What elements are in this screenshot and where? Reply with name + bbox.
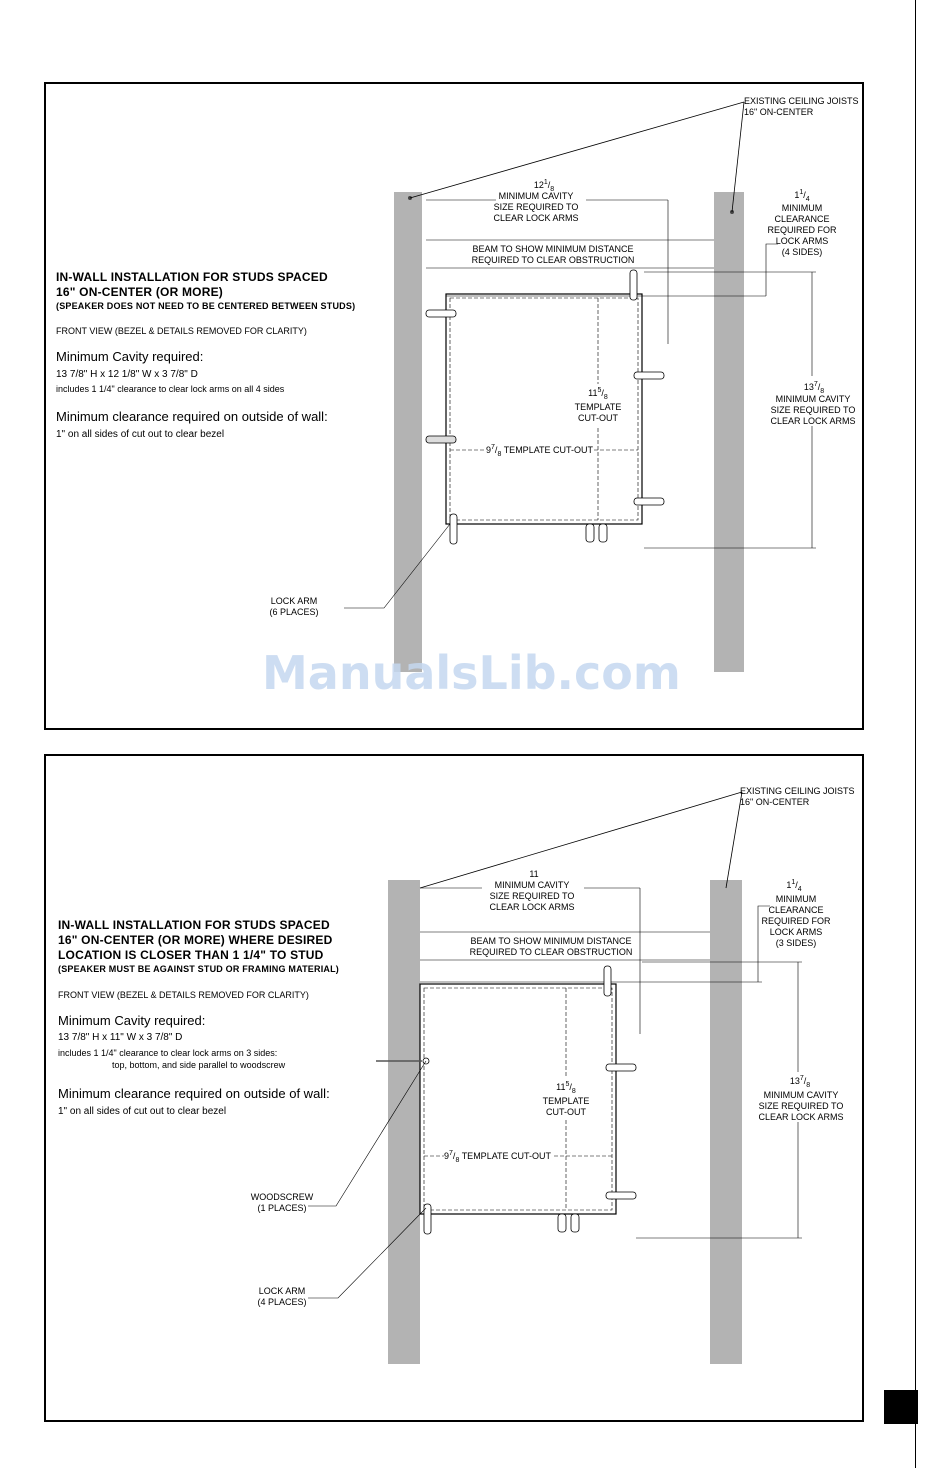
min-cavity-heading: Minimum Cavity required:	[56, 349, 204, 364]
clearance-label: MINIMUM CLEARANCE REQUIRED FOR LOCK ARMS (3 SIDES)	[761, 894, 831, 948]
min-clearance-heading: Minimum clearance required on outside of wall:	[58, 1086, 330, 1101]
min-cavity-note: includes 1 1/4" clearance to clear lock arms on all 4 sides	[56, 384, 285, 394]
min-clearance-note: 1" on all sides of cut out to clear bezel	[58, 1106, 227, 1117]
tmpl-height-label: TEMPLATE CUT-OUT	[542, 1096, 590, 1117]
lock-arm-icon	[634, 498, 664, 505]
width-fraction: $12^1/_8$	[533, 179, 555, 193]
height-fraction: $13^7/_8$	[803, 381, 825, 395]
lock-arm-icon	[571, 1214, 579, 1232]
min-cavity-heading: Minimum Cavity required:	[58, 1013, 206, 1028]
tmpl-height-fraction: $11^5/_8$	[588, 387, 608, 401]
height-label: MINIMUM CAVITY SIZE REQUIRED TO CLEAR LOCK ARMS	[758, 1090, 844, 1122]
panel-title: IN-WALL INSTALLATION FOR STUDS SPACED 16" ON-CENTER (OR MORE) WHERE DESIRED LOCATION IS CLOSER THAN 1 1/4" TO STUD (SPEAKER MUST BE AGAINST STUD OR FRAMING MATERIAL)	[58, 918, 339, 974]
beam-label: BEAM TO SHOW MINIMUM DISTANCE REQUIRED TO CLEAR OBSTRUCTION	[469, 936, 633, 957]
lock-arm-icon	[599, 524, 607, 542]
clearance-fraction: $1^1/_4$	[786, 879, 802, 893]
stud-right	[714, 192, 744, 672]
min-cavity-note: includes 1 1/4" clearance to clear lock arms on 3 sides:	[58, 1048, 278, 1058]
lock-arm-icon	[586, 524, 594, 542]
width-label: MINIMUM CAVITY SIZE REQUIRED TO CLEAR LOCK ARMS	[493, 191, 579, 223]
clearance-fraction: $1^1/_4$	[794, 189, 810, 203]
panel-title: IN-WALL INSTALLATION FOR STUDS SPACED 16" ON-CENTER (OR MORE) (SPEAKER DOES NOT NEED TO BE CENTERED BETWEEN STUDS)	[56, 270, 356, 311]
joists-label: EXISTING CEILING JOISTS 16" ON-CENTER	[740, 786, 855, 807]
watermark: ManualsLib.com	[262, 646, 681, 700]
joists-label: EXISTING CEILING JOISTS 16" ON-CENTER	[744, 96, 859, 117]
lock-arm-icon	[604, 966, 611, 996]
lockarm-label: LOCK ARM (4 PLACES)	[257, 1286, 307, 1307]
page-edge-line	[915, 0, 916, 1468]
lock-arm-icon	[426, 436, 456, 443]
lock-arm-icon	[634, 372, 664, 379]
lock-arm-icon	[558, 1214, 566, 1232]
front-view-note: FRONT VIEW (BEZEL & DETAILS REMOVED FOR CLARITY)	[56, 326, 307, 336]
height-label: MINIMUM CAVITY SIZE REQUIRED TO CLEAR LOCK ARMS	[770, 394, 856, 426]
stud-left	[394, 192, 422, 672]
tmpl-height-fraction: $11^5/_8$	[556, 1081, 576, 1095]
front-view-note: FRONT VIEW (BEZEL & DETAILS REMOVED FOR CLARITY)	[58, 990, 309, 1000]
height-fraction: $13^7/_8$	[789, 1075, 811, 1089]
min-clearance-note: 1" on all sides of cut out to clear bezel	[56, 429, 225, 440]
page-tab-marker	[884, 1390, 918, 1424]
width-value: 11	[529, 869, 539, 879]
lock-arm-icon	[424, 1204, 431, 1234]
stud-right	[710, 880, 742, 1364]
panel-three-sides	[44, 754, 864, 1422]
tmpl-width-label: $9^7/_8$ TEMPLATE CUT-OUT	[486, 444, 594, 458]
clearance-label: MINIMUM CLEARANCE REQUIRED FOR LOCK ARMS (4 SIDES)	[767, 203, 837, 257]
min-cavity-dims: 13 7/8" H x 11" W x 3 7/8" D	[58, 1032, 183, 1043]
min-cavity-note-2: top, bottom, and side parallel to woodscrew	[112, 1060, 286, 1070]
lockarm-label: LOCK ARM (6 PLACES)	[269, 596, 319, 617]
width-label: MINIMUM CAVITY SIZE REQUIRED TO CLEAR LOCK ARMS	[489, 880, 575, 912]
tmpl-height-label: TEMPLATE CUT-OUT	[574, 402, 622, 423]
min-clearance-heading: Minimum clearance required on outside of wall:	[56, 409, 328, 424]
panel-four-sides	[44, 82, 864, 730]
stud-left	[388, 880, 420, 1364]
lock-arm-icon	[606, 1192, 636, 1199]
joist-leader-left	[410, 102, 744, 198]
beam-label: BEAM TO SHOW MINIMUM DISTANCE REQUIRED TO CLEAR OBSTRUCTION	[471, 244, 635, 265]
joist-leader-left	[420, 792, 742, 888]
lock-arm-icon	[630, 270, 637, 300]
diagram-four-sides	[46, 84, 866, 732]
lock-arm-icon	[606, 1064, 636, 1071]
lock-arm-icon	[426, 310, 456, 317]
lock-arm-icon	[450, 514, 457, 544]
min-cavity-dims: 13 7/8" H x 12 1/8" W x 3 7/8" D	[56, 369, 198, 380]
woodscrew-label: WOODSCREW (1 PLACES)	[250, 1192, 314, 1213]
tmpl-width-label: $9^7/_8$ TEMPLATE CUT-OUT	[444, 1150, 552, 1164]
